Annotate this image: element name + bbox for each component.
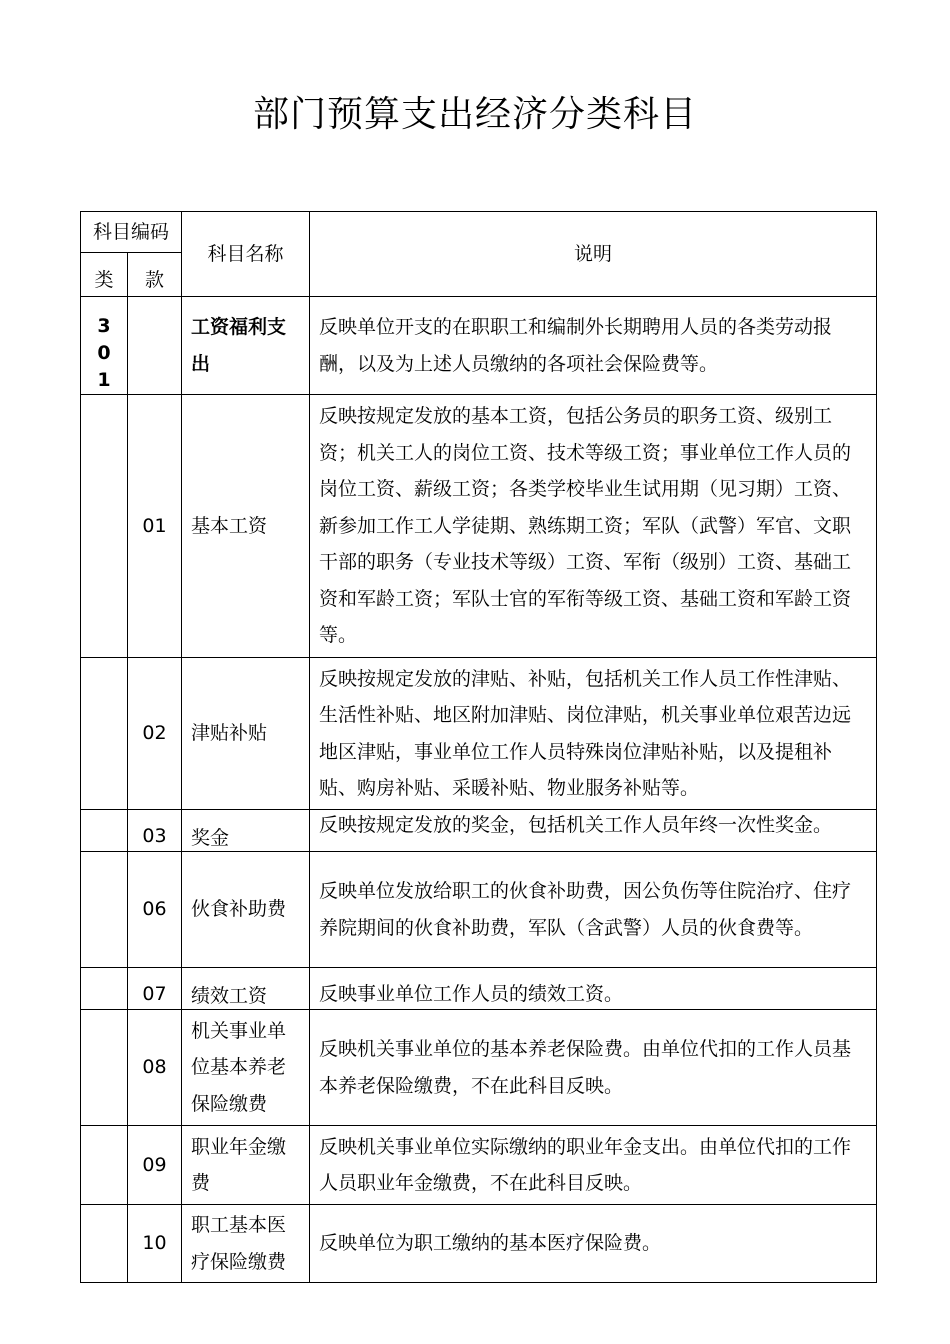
row-lei xyxy=(81,810,128,852)
row-desc: 反映机关事业单位实际缴纳的职业年金支出。由单位代扣的工作人员职业年金缴费，不在此科目反映。 xyxy=(310,1126,877,1205)
row-name: 绩效工资 xyxy=(182,968,310,1010)
table-row xyxy=(81,852,877,968)
page-title: 部门预算支出经济分类科目 xyxy=(252,94,697,135)
row-kuan xyxy=(128,297,182,395)
budget-table xyxy=(80,211,877,1283)
row-kuan: 08 xyxy=(128,1010,182,1126)
row-lei xyxy=(81,852,128,968)
header-lei: 类 xyxy=(81,253,128,297)
row-kuan: 06 xyxy=(128,852,182,968)
row-lei xyxy=(81,1010,128,1126)
header-kuan: 款 xyxy=(128,253,182,297)
row-desc: 反映单位开支的在职职工和编制外长期聘用人员的各类劳动报酬，以及为上述人员缴纳的各项社会保险费等。 xyxy=(310,297,877,395)
row-lei xyxy=(81,395,128,658)
row-kuan: 02 xyxy=(128,658,182,810)
row-kuan: 10 xyxy=(128,1205,182,1283)
table-row xyxy=(81,1205,877,1283)
header-code: 科目编码 xyxy=(81,212,182,253)
table-row xyxy=(81,1010,877,1126)
row-name: 基本工资 xyxy=(182,395,310,658)
header-row xyxy=(81,212,877,253)
row-desc: 反映按规定发放的津贴、补贴，包括机关工作人员工作性津贴、生活性补贴、地区附加津贴、岗位津贴，机关事业单位艰苦边远地区津贴，事业单位工作人员特殊岗位津贴补贴，以及提租补贴、购房补贴、采暖补贴、物业服务补贴等。 xyxy=(310,658,877,810)
row-name: 职工基本医疗保险缴费 xyxy=(182,1205,310,1283)
row-name: 机关事业单位基本养老保险缴费 xyxy=(182,1010,310,1126)
row-lei xyxy=(81,658,128,810)
table-row xyxy=(81,1126,877,1205)
row-desc: 反映单位为职工缴纳的基本医疗保险费。 xyxy=(310,1205,877,1283)
row-kuan: 07 xyxy=(128,968,182,1010)
header-desc: 说明 xyxy=(310,212,877,297)
row-name: 奖金 xyxy=(182,810,310,852)
table-row xyxy=(81,968,877,1010)
row-desc: 反映单位发放给职工的伙食补助费，因公负伤等住院治疗、住疗养院期间的伙食补助费，军队（含武警）人员的伙食费等。 xyxy=(310,852,877,968)
row-lei: 301 xyxy=(81,297,128,395)
table-row xyxy=(81,658,877,810)
row-name: 职业年金缴费 xyxy=(182,1126,310,1205)
table-row xyxy=(81,297,877,395)
table-row xyxy=(81,395,877,658)
row-name: 工资福利支出 xyxy=(182,297,310,395)
row-lei xyxy=(81,968,128,1010)
row-lei xyxy=(81,1126,128,1205)
row-name: 伙食补助费 xyxy=(182,852,310,968)
row-kuan: 03 xyxy=(128,810,182,852)
row-name: 津贴补贴 xyxy=(182,658,310,810)
row-lei xyxy=(81,1205,128,1283)
row-desc: 反映机关事业单位的基本养老保险费。由单位代扣的工作人员基本养老保险缴费，不在此科目反映。 xyxy=(310,1010,877,1126)
row-kuan: 01 xyxy=(128,395,182,658)
row-desc: 反映事业单位工作人员的绩效工资。 xyxy=(310,968,877,1010)
table-row xyxy=(81,810,877,852)
row-desc: 反映按规定发放的奖金，包括机关工作人员年终一次性奖金。 xyxy=(310,810,877,852)
row-desc: 反映按规定发放的基本工资，包括公务员的职务工资、级别工资；机关工人的岗位工资、技术等级工资；事业单位工作人员的岗位工资、薪级工资；各类学校毕业生试用期（见习期）工资、新参加工作工人学徒期、熟练期工资；军队（武警）军官、文职干部的职务（专业技术等级）工资、军衔（级别）工资、基础工资和军龄工资；军队士官的军衔等级工资、基础工资和军龄工资等。 xyxy=(310,395,877,658)
row-kuan: 09 xyxy=(128,1126,182,1205)
header-name: 科目名称 xyxy=(182,212,310,297)
